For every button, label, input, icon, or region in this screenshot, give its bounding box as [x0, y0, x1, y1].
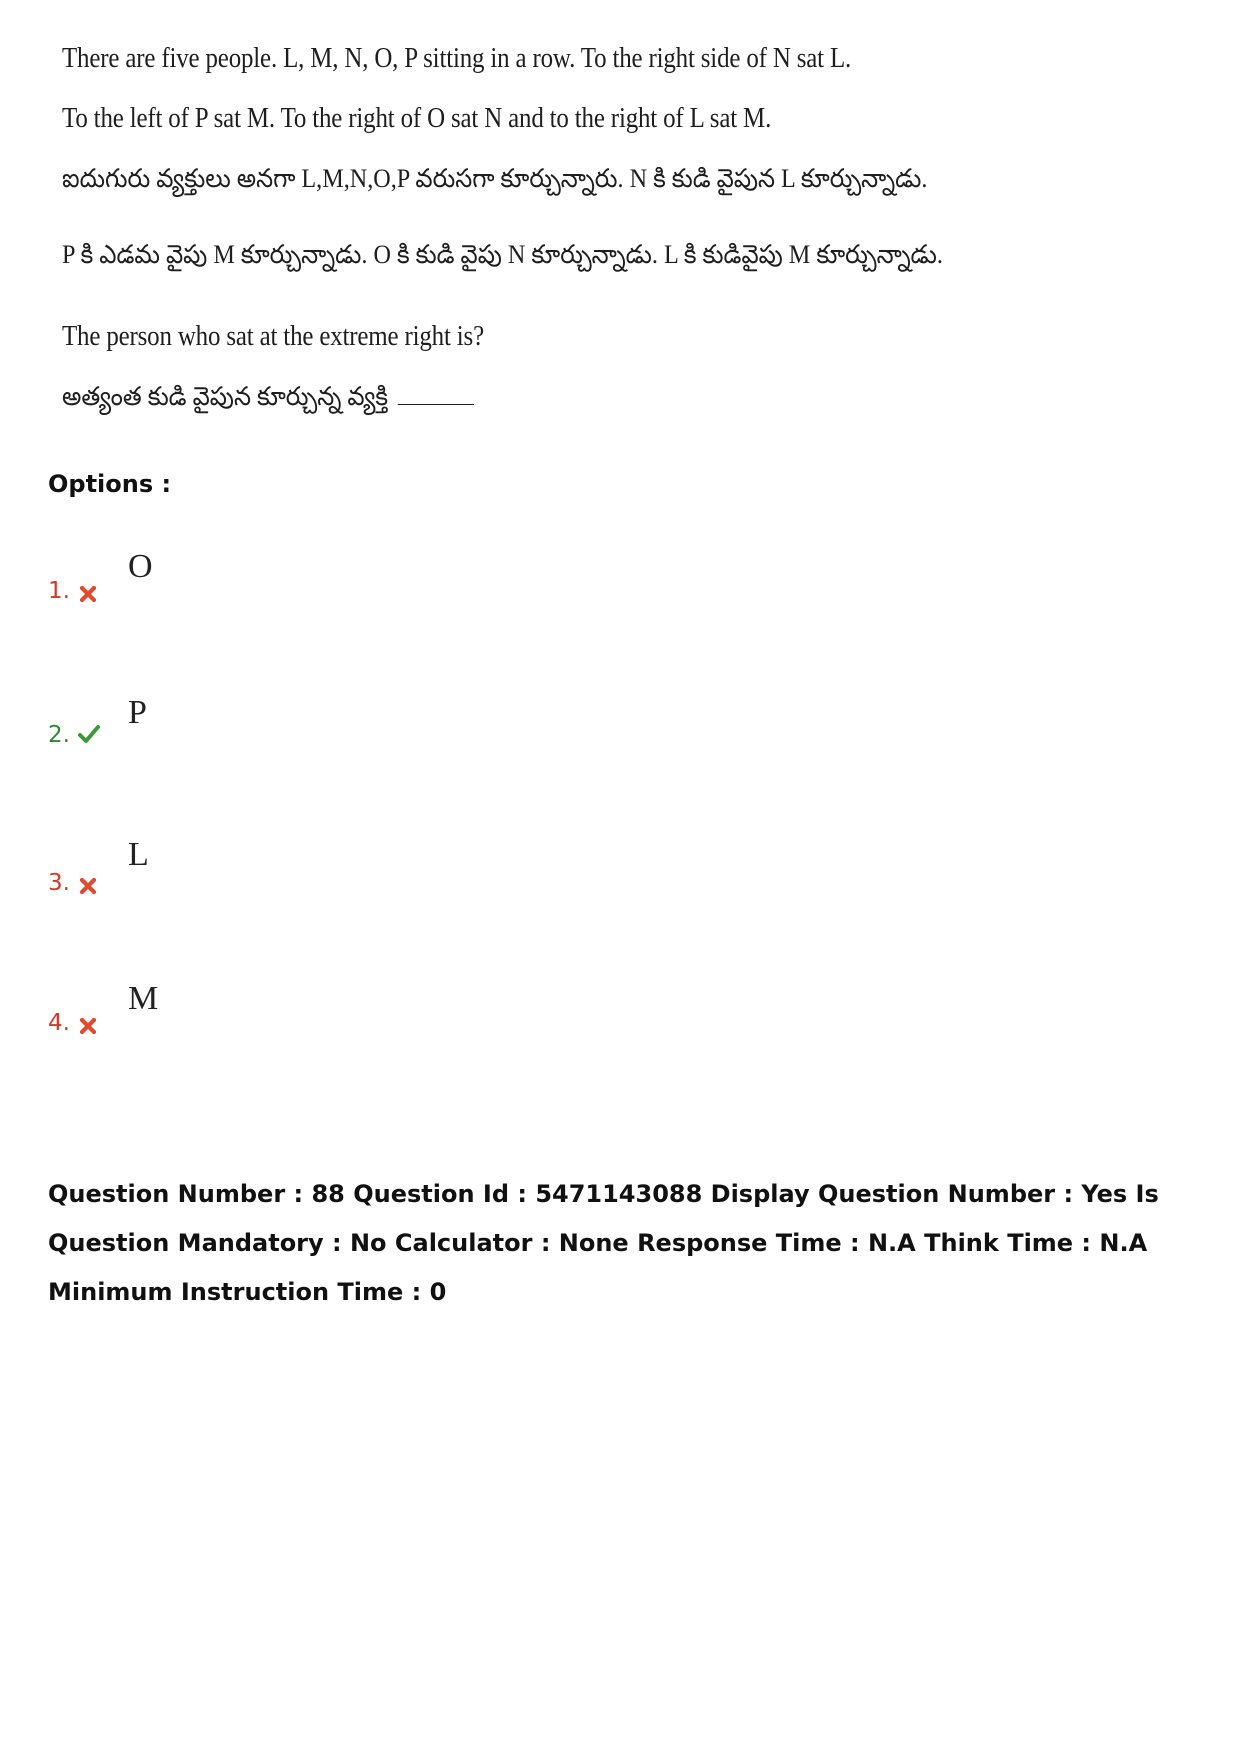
question-prompt-telugu-text: అత్యంత కుడి వైపున కూర్చున్న వ్యక్తి [62, 382, 389, 411]
question-telugu-line-2: P కి ఎడమ వైపు M కూర్చున్నాడు. O కి కుడి వైపు N కూర్చున్నాడు. L కి కుడివైపు M కూర్చున్నాడు. [62, 240, 943, 269]
option-value: P [128, 694, 147, 731]
answer-blank [397, 404, 473, 405]
cross-icon [78, 876, 98, 896]
option-number: 4. [48, 1010, 70, 1036]
cross-icon [78, 584, 98, 604]
option-number: 2. [48, 722, 70, 748]
option-number: 3. [48, 870, 70, 896]
option-4[interactable] [48, 980, 348, 1040]
question-english-line-2: To the left of P sat M. To the right of O sat N and to the right of L sat M. [62, 102, 772, 134]
option-1[interactable] [48, 548, 348, 608]
question-image [48, 30, 948, 450]
cross-icon [78, 1016, 98, 1036]
option-value: M [128, 980, 159, 1017]
question-telugu-line-1: ఐదుగురు వ్యక్తులు అనగా L,M,N,O,P వరుసగా కూర్చున్నారు. N కి కుడి వైపున L కూర్చున్నాడు. [62, 164, 928, 193]
option-number: 1. [48, 578, 70, 604]
option-value: O [128, 548, 153, 585]
option-3[interactable] [48, 836, 348, 896]
question-english-line-1: There are five people. L, M, N, O, P sitting in a row. To the right side of N sat L. [62, 42, 852, 74]
option-2[interactable] [48, 694, 348, 754]
check-icon [78, 724, 100, 744]
question-prompt-english: The person who sat at the extreme right is? [62, 320, 484, 352]
options-heading: Options : [48, 470, 172, 498]
question-metadata: Question Number : 88 Question Id : 5471143088 Display Question Number : Yes Is Question Mandatory : No Calculator : None Response Time : N.A Think Time : N.A Minimum Instruction Time : 0 [48, 1180, 1159, 1306]
option-value: L [128, 836, 149, 873]
question-prompt-telugu [62, 382, 474, 418]
